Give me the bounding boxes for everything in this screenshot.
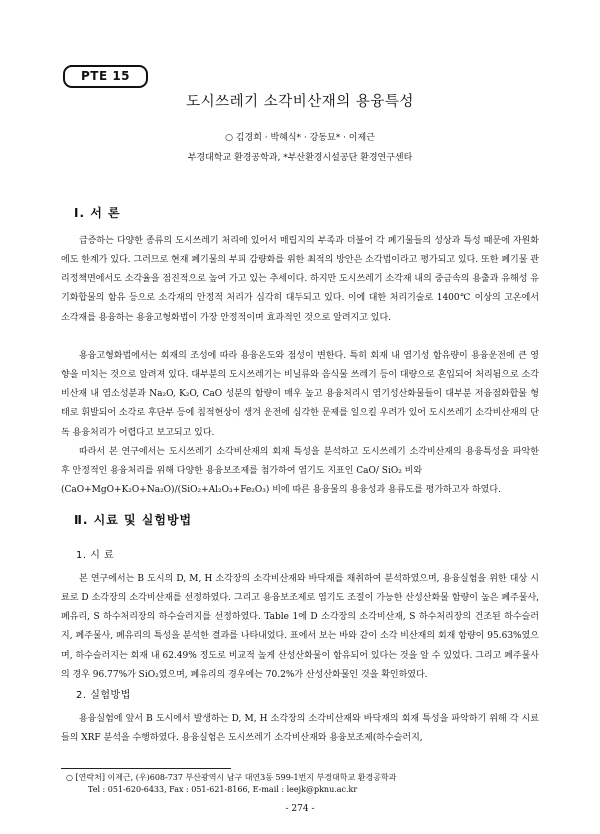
intro-paragraph-3-text: 따라서 본 연구에서는 도시쓰레기 소각비산재의 회재 특성을 분석하고 도시쓰레기 소각비산재의 용융특성을 파악한 후 안정적인 용융처리를 위해 다양한 용융보조제를 첨가하여 염기도 지표인 CaO/ SiO₂ 비와 xyxy=(61,447,539,477)
intro-paragraph-1-text: 급증하는 다양한 종류의 도시쓰레기 처리에 있어서 매립지의 부족과 더불어 각 폐기물들의 성상과 특성 때문에 자원화에도 한계가 있다. 그러므로 현재 폐기물의 부피 감량화를 위한 최적의 방안은 소각법이라고 평가되고 있다. 또한 폐기물 관리정책면에서도 소각율을 점진적으로 높여 가고 있는 추세이다. 하지만 도시쓰레기 소각재 내의 중금속의 용출과 유해성 유기화합물의 함유 등으로 소각재의 안정적 처리가 심각히 대두되고 있다. 이에 대한 처리기술로 1400℃ 이상의 고온에서 소각재를 용융하는 용융고형화법이 가장 안정적이며 효과적인 것으로 알려지고 있다. xyxy=(61,236,539,323)
subsection-heading-samples: 1. 시 료 xyxy=(76,550,115,561)
paper-title: 도시쓰레기 소각비산재의 용융특성 xyxy=(186,94,414,110)
samples-paragraph xyxy=(61,570,539,685)
footnote-divider xyxy=(61,768,231,769)
affiliation-line: 부경대학교 환경공학과, *부산환경시설공단 환경연구센타 xyxy=(187,153,413,163)
section-heading-introduction: Ⅰ. 서 론 xyxy=(74,206,121,220)
basicity-ratio-text: (CaO+MgO+K₂O+Na₂O)/(SiO₂+Al₂O₃+Fe₂O₃) 비에 따른 용융물의 용융성과 용류도를 평가하고자 하였다. xyxy=(61,485,501,496)
samples-paragraph-text: 본 연구에서는 B 도시의 D, M, H 소각장의 소각비산재와 바닥재를 채취하여 분석하였으며, 용융실험을 위한 대상 시료로 D 소각장의 소각비산재를 선정하였다. 그리고 용융보조제로 염기도 조절이 가능한 산성산화물 함량이 높은 폐주물사, 폐유리, S 하수처리장의 하수슬러지를 선정하였다. Table 1에 D 소각장의 소각비산재, S 하수처리장의 건조된 하수슬러지, 폐주물사, 폐유리의 특성을 분석한 결과를 나타내었다. 표에서 보는 바와 같이 소각 비산재의 회재 함량이 95.63%였으며, 하수슬러지는 회재 내 62.49% 정도로 비교적 높게 산성산화물이 함유되어 있다는 것을 알 수 있었다. 그리고 폐주물사의 경우 96.77%가 SiO₂였으며, 폐유리의 경우에는 70.2%가 산성산화물인 것을 확인하였다. xyxy=(61,574,539,680)
section-heading-methods: Ⅱ. 시료 및 실험방법 xyxy=(74,513,193,527)
subsection-heading-experiment: 2. 실험방법 xyxy=(76,690,131,701)
intro-paragraph-2-text: 용융고형화법에서는 회재의 조성에 따라 용융온도와 점성이 변한다. 특히 회재 내 염기성 함유량이 용융운전에 큰 영향을 미치는 것으로 알려져 있다. 대부분의 도시쓰레기는 비닐류와 음식물 쓰레기 등이 대량으로 혼입되어 처리됨으로 소각비산재 내 염소성분과 Na₂O, K₂O, CaO 성분의 함량이 매우 높고 용융처리시 염기성산화물들이 대부분 저융점화합물 형태로 휘발되어 소각로 후단부 등에 침적현상이 생겨 운전에 심각한 문제를 일으킬 우려가 있어 도시쓰레기 소각비산재의 단독 용융처리가 어렵다고 보고되고 있다. xyxy=(61,351,539,438)
session-code-badge: PTE 15 xyxy=(63,65,148,88)
intro-paragraph-2 xyxy=(61,347,539,443)
experiment-paragraph-text: 용융실험에 앞서 B 도시에서 발생하는 D, M, H 소각장의 소각비산재와 바닥재의 회재 특성을 파악하기 위해 각 시료들의 XRF 분석을 수행하였다. 용융실험은 도시쓰레기 소각비산재와 용융보조제(하수슬러지, xyxy=(61,714,539,744)
page-number: - 274 - xyxy=(285,804,315,814)
footnote-contact: ○ [연락처] 이제근, (우)608-737 부산광역시 남구 대연3동 599-1번지 부경대학교 환경공학과 xyxy=(66,773,397,782)
experiment-paragraph xyxy=(61,710,539,748)
intro-paragraph-3 xyxy=(61,443,539,500)
footnote-phone-email: Tel : 051-620-6433, Fax : 051-621-8166, E-mail : leejk@pknu.ac.kr xyxy=(88,785,358,794)
authors-line: ○ 김경희 · 박혜식* · 강동묘* · 이제근 xyxy=(225,133,375,143)
intro-paragraph-1 xyxy=(61,232,539,328)
